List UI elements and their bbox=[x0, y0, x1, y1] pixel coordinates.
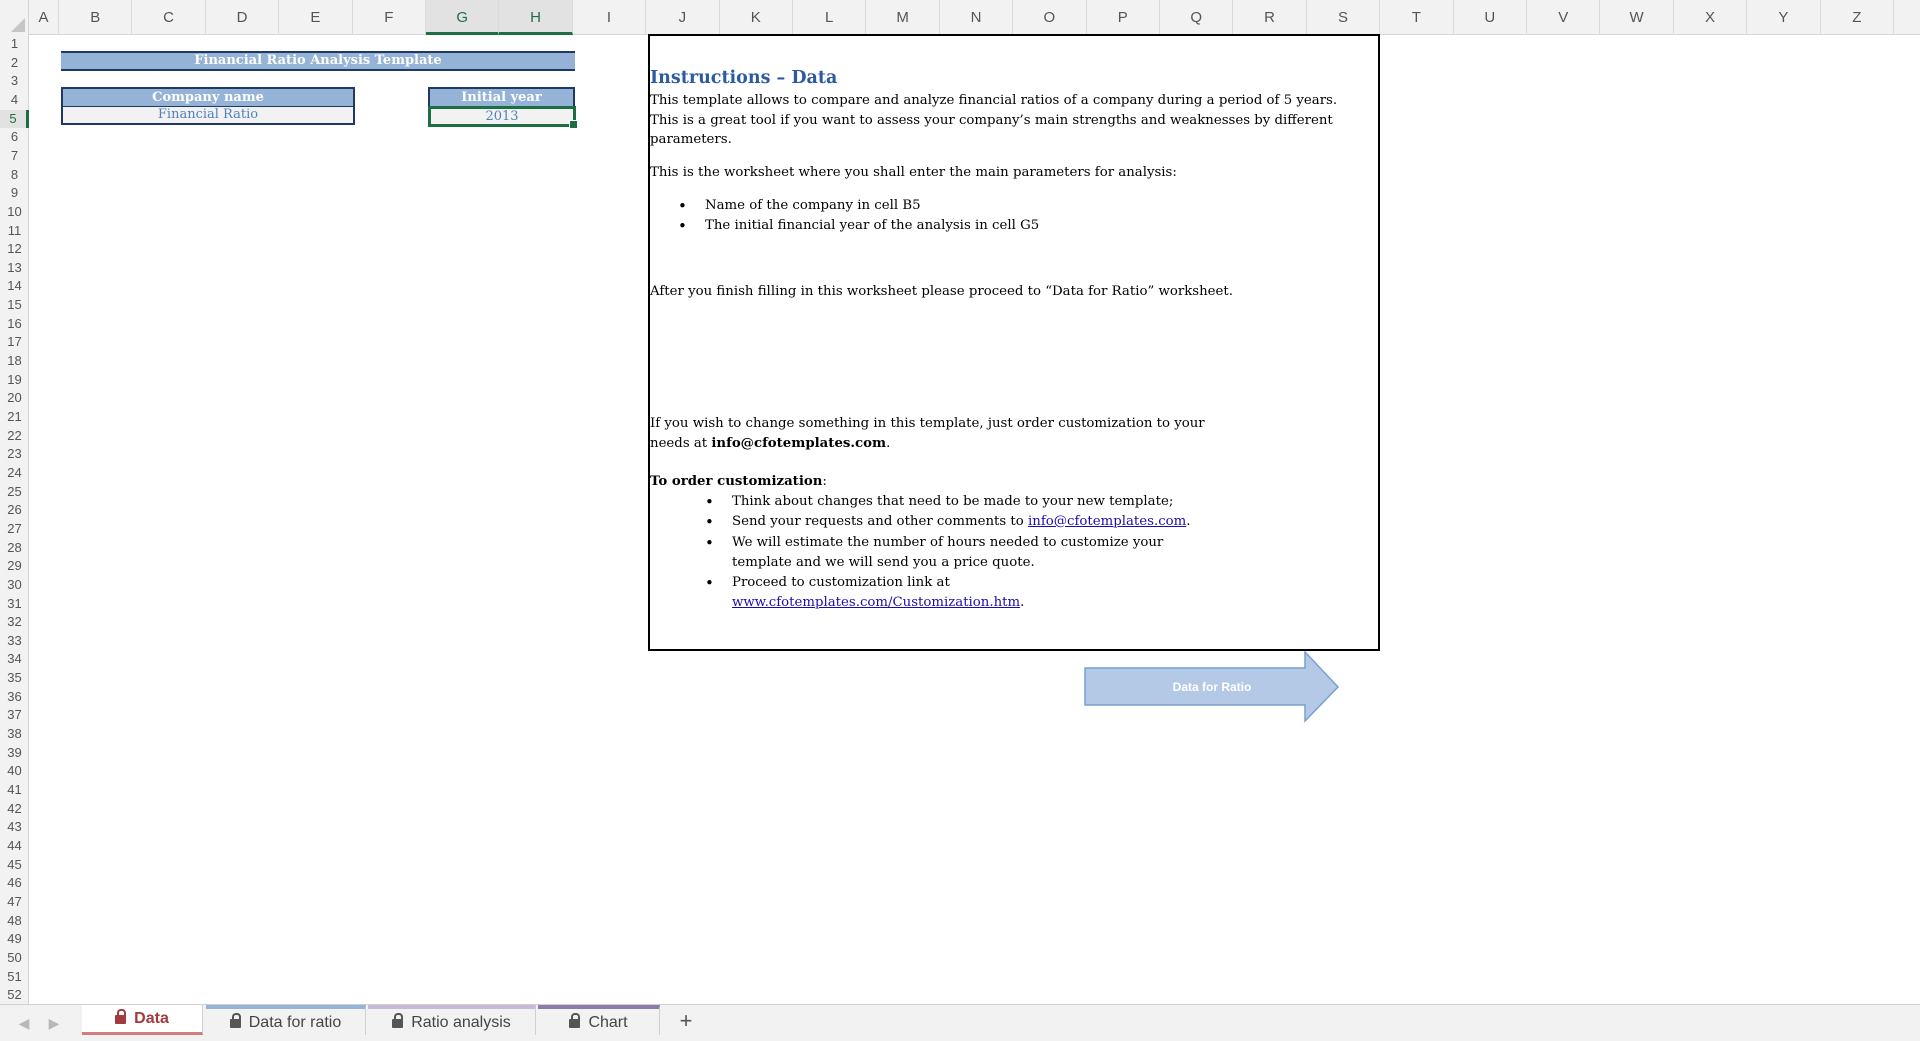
intro-line-2: This is a great tool if you want to assess your company’s main strengths and weaknesses by different bbox=[650, 113, 1333, 128]
order-step-3: • We will estimate the number of hours needed to customize your bbox=[732, 535, 1163, 550]
row-header-52[interactable]: 52 bbox=[7, 987, 22, 1003]
row-header-29[interactable]: 29 bbox=[7, 558, 22, 574]
row-header-37[interactable]: 37 bbox=[7, 707, 22, 723]
row-header-42[interactable]: 42 bbox=[7, 800, 22, 816]
tab-data[interactable] bbox=[82, 1005, 203, 1035]
order-step-2-suffix: . bbox=[1186, 514, 1191, 529]
company-name-label[interactable]: Company name bbox=[61, 87, 355, 107]
row-header-30[interactable]: 30 bbox=[7, 576, 22, 592]
change-line-1: If you wish to change something in this template, just order customization to your bbox=[650, 416, 1205, 431]
column-header-i[interactable]: I bbox=[573, 0, 646, 35]
row-header-16[interactable]: 16 bbox=[7, 315, 22, 331]
scroll-tabs-left-icon[interactable]: ◀ bbox=[18, 1015, 30, 1031]
row-header-46[interactable]: 46 bbox=[7, 875, 22, 891]
tab-label: Chart bbox=[588, 1014, 628, 1031]
row-header-22[interactable]: 22 bbox=[7, 427, 22, 443]
column-header-d[interactable]: D bbox=[206, 0, 279, 35]
worksheet-line: This is the worksheet where you shall enter the main parameters for analysis: bbox=[650, 165, 1177, 180]
column-header-o[interactable]: O bbox=[1013, 0, 1086, 35]
change-line-2 bbox=[650, 436, 890, 451]
column-header-y[interactable]: Y bbox=[1747, 0, 1820, 35]
row-header-33[interactable]: 33 bbox=[7, 632, 22, 648]
order-step-4-suffix: . bbox=[1020, 595, 1025, 610]
row-header-7[interactable]: 7 bbox=[10, 147, 19, 163]
order-heading-text: To order customization bbox=[650, 474, 823, 489]
column-header-s[interactable]: S bbox=[1307, 0, 1380, 35]
company-name-input[interactable]: Financial Ratio bbox=[61, 107, 355, 125]
tab-chart[interactable] bbox=[538, 1005, 660, 1035]
column-header-e[interactable]: E bbox=[279, 0, 352, 35]
column-header-z[interactable]: Z bbox=[1821, 0, 1894, 35]
row-header-35[interactable]: 35 bbox=[7, 670, 22, 686]
row-header-1[interactable]: 1 bbox=[10, 36, 19, 51]
order-heading bbox=[650, 474, 827, 489]
row-header-40[interactable]: 40 bbox=[7, 763, 22, 779]
order-step-4: • Proceed to customization link at bbox=[732, 575, 950, 590]
change-email: info@cfotemplates.com bbox=[711, 436, 887, 451]
column-header-x[interactable]: X bbox=[1674, 0, 1747, 35]
row-header-8[interactable]: 8 bbox=[10, 166, 19, 182]
column-header-u[interactable]: U bbox=[1454, 0, 1527, 35]
template-title-cell[interactable]: Financial Ratio Analysis Template bbox=[61, 51, 575, 71]
column-header-q[interactable]: Q bbox=[1160, 0, 1233, 35]
order-heading-colon: : bbox=[822, 474, 827, 489]
row-header-39[interactable]: 39 bbox=[7, 744, 22, 760]
row-header-38[interactable]: 38 bbox=[7, 726, 22, 742]
column-header-r[interactable]: R bbox=[1233, 0, 1306, 35]
row-header-31[interactable]: 31 bbox=[7, 595, 22, 611]
row-header-23[interactable]: 23 bbox=[7, 446, 22, 462]
scroll-tabs-right-icon[interactable]: ▶ bbox=[48, 1015, 60, 1031]
row-header-24[interactable]: 24 bbox=[7, 464, 22, 480]
row-header-4[interactable]: 4 bbox=[10, 91, 19, 107]
order-step-3-cont: template and we will send you a price quote. bbox=[732, 555, 1035, 570]
param-item-year: • The initial financial year of the analysis in cell G5 bbox=[705, 218, 1039, 233]
lock-icon bbox=[392, 1019, 403, 1028]
column-header-bar bbox=[0, 0, 1920, 35]
column-header-c[interactable]: C bbox=[132, 0, 205, 35]
column-header-w[interactable]: W bbox=[1600, 0, 1673, 35]
lock-icon bbox=[115, 1015, 126, 1024]
column-header-a[interactable]: A bbox=[29, 0, 59, 35]
row-header-44[interactable]: 44 bbox=[7, 837, 22, 853]
worksheet-grid[interactable] bbox=[29, 35, 1920, 1004]
order-step-2-prefix: Send your requests and other comments to bbox=[732, 514, 1028, 529]
row-header-21[interactable]: 21 bbox=[7, 409, 22, 424]
order-email-link[interactable]: info@cfotemplates.com bbox=[1028, 514, 1187, 529]
tab-data-for-ratio[interactable] bbox=[206, 1005, 366, 1035]
row-header-19[interactable]: 19 bbox=[7, 371, 22, 387]
tab-label: Ratio analysis bbox=[411, 1014, 511, 1031]
row-header-28[interactable]: 28 bbox=[7, 539, 22, 555]
lock-icon bbox=[569, 1019, 580, 1028]
row-header-51[interactable]: 51 bbox=[7, 968, 22, 984]
row-header-11[interactable]: 11 bbox=[7, 222, 22, 238]
row-header-25[interactable]: 25 bbox=[7, 483, 22, 499]
row-header-17[interactable]: 17 bbox=[7, 334, 22, 350]
column-header-p[interactable]: P bbox=[1087, 0, 1160, 35]
intro-line-3: parameters. bbox=[650, 132, 732, 147]
row-header-15[interactable]: 15 bbox=[7, 297, 22, 313]
customization-link[interactable]: www.cfotemplates.com/Customization.htm bbox=[732, 595, 1021, 610]
row-header-48[interactable]: 48 bbox=[7, 912, 22, 928]
row-header-5[interactable]: 5 bbox=[0, 110, 29, 129]
after-line: After you finish filling in this worksheet please proceed to “Data for Ratio” worksheet. bbox=[650, 284, 1233, 299]
column-header-l[interactable]: L bbox=[793, 0, 866, 35]
row-header-14[interactable]: 14 bbox=[7, 278, 22, 294]
tab-label: Data bbox=[134, 1010, 169, 1027]
data-for-ratio-arrow-button[interactable] bbox=[1084, 651, 1340, 723]
lock-icon bbox=[230, 1019, 241, 1028]
row-header-34[interactable]: 34 bbox=[7, 651, 22, 667]
order-step-1: • Think about changes that need to be made to your new template; bbox=[732, 494, 1173, 509]
instructions-textbox[interactable] bbox=[648, 34, 1380, 651]
row-header-41[interactable]: 41 bbox=[7, 782, 22, 797]
row-header-45[interactable]: 45 bbox=[7, 856, 22, 872]
arrow-button-label: Data for Ratio bbox=[1172, 680, 1252, 694]
row-header-43[interactable]: 43 bbox=[7, 819, 22, 835]
row-header-10[interactable]: 10 bbox=[7, 203, 22, 219]
row-header-20[interactable]: 20 bbox=[7, 390, 22, 406]
instructions-title: Instructions – Data bbox=[650, 68, 838, 88]
row-header-47[interactable]: 47 bbox=[7, 893, 22, 909]
change-line-2-suffix: . bbox=[886, 436, 891, 451]
param-item-company: • Name of the company in cell B5 bbox=[705, 198, 921, 213]
column-header-f[interactable]: F bbox=[353, 0, 426, 35]
row-header-26[interactable]: 26 bbox=[7, 502, 22, 518]
column-header-t[interactable]: T bbox=[1380, 0, 1453, 35]
row-header-3[interactable]: 3 bbox=[10, 73, 19, 89]
order-step-2 bbox=[732, 514, 1191, 529]
tab-ratio-analysis[interactable] bbox=[368, 1005, 536, 1035]
row-header-36[interactable]: 36 bbox=[7, 688, 22, 704]
row-header-50[interactable]: 50 bbox=[7, 949, 22, 965]
initial-year-label[interactable]: Initial year bbox=[428, 87, 575, 107]
row-header-32[interactable]: 32 bbox=[7, 614, 22, 630]
row-header-12[interactable]: 12 bbox=[7, 241, 22, 257]
column-header-k[interactable]: K bbox=[720, 0, 793, 35]
row-header-2[interactable]: 2 bbox=[10, 54, 19, 70]
column-header-m[interactable]: M bbox=[866, 0, 939, 35]
column-header-h[interactable]: H bbox=[499, 0, 572, 35]
order-step-4-cont bbox=[732, 595, 1024, 610]
column-header-g[interactable]: G bbox=[426, 0, 499, 35]
column-header-n[interactable]: N bbox=[940, 0, 1013, 35]
row-header-bar bbox=[0, 35, 29, 1004]
row-header-27[interactable]: 27 bbox=[7, 520, 22, 536]
column-header-b[interactable]: B bbox=[59, 0, 132, 35]
tab-label: Data for ratio bbox=[248, 1014, 342, 1031]
row-header-13[interactable]: 13 bbox=[7, 259, 22, 275]
select-all-corner[interactable] bbox=[0, 0, 29, 35]
column-header-j[interactable]: J bbox=[646, 0, 719, 35]
initial-year-input[interactable]: 2013 bbox=[428, 106, 576, 127]
change-line-2-prefix: needs at bbox=[650, 436, 712, 451]
column-header-v[interactable]: V bbox=[1527, 0, 1600, 35]
intro-line-1: This template allows to compare and analyze financial ratios of a company during a period of 5 years. bbox=[650, 93, 1338, 108]
row-header-49[interactable]: 49 bbox=[7, 931, 22, 947]
row-header-6[interactable]: 6 bbox=[10, 129, 19, 145]
row-header-18[interactable]: 18 bbox=[7, 353, 22, 369]
row-header-9[interactable]: 9 bbox=[10, 185, 19, 201]
add-sheet-button[interactable]: + bbox=[679, 1008, 693, 1033]
sheet-tab-bar bbox=[0, 1004, 1920, 1041]
